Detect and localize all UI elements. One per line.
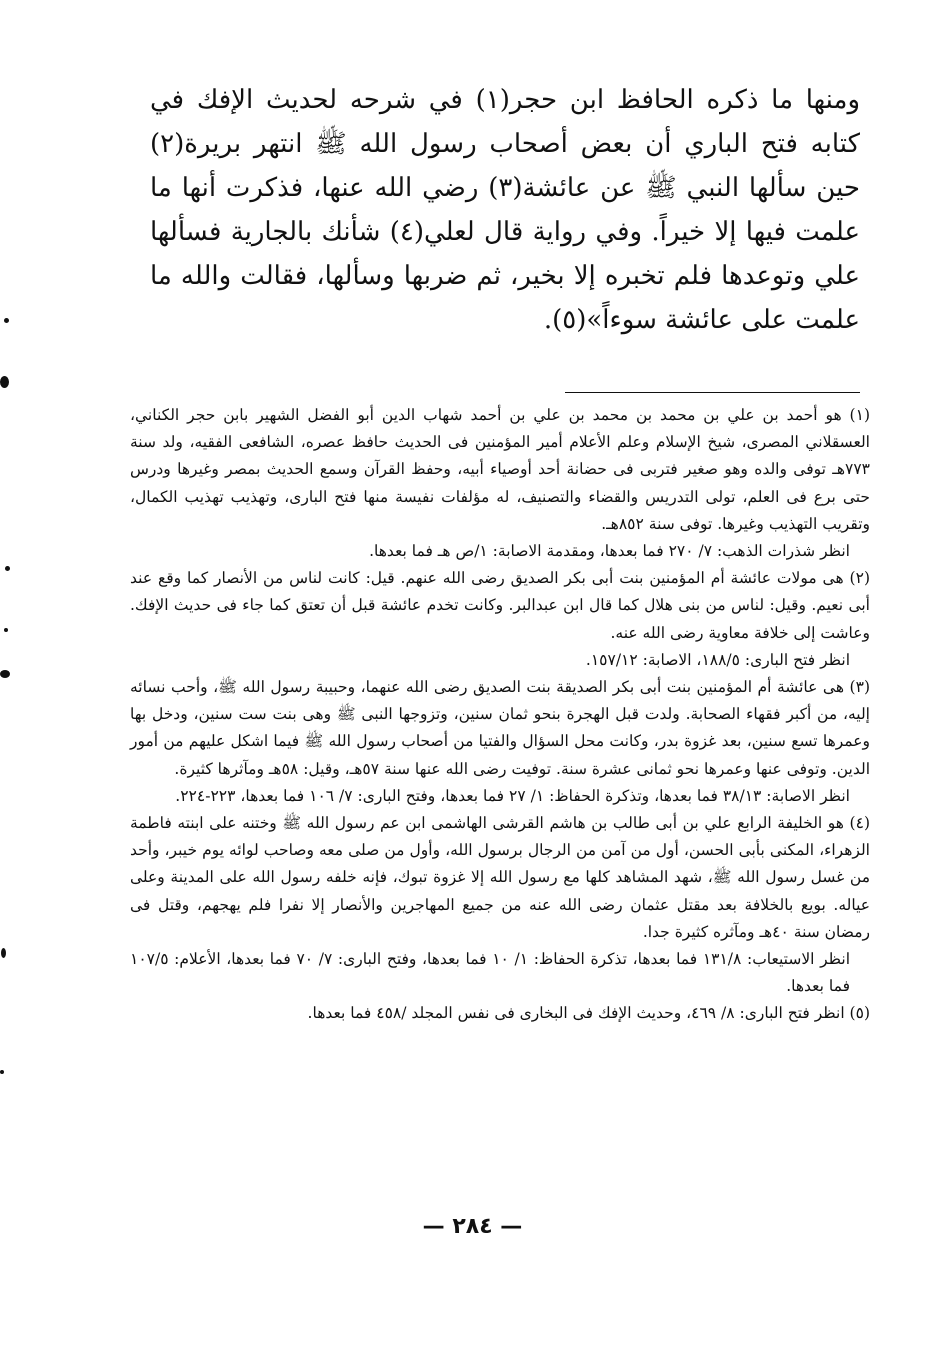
footnote-text: (٥) انظر فتح البارى: ٨/ ٤٦٩، وحديث الإفك فى البخارى فى نفس المجلد /٤٥٨ فما بعدها. <box>307 1004 870 1023</box>
scan-speck <box>5 566 10 571</box>
page-number: — ٢٨٤ — <box>422 1214 523 1239</box>
scan-speck <box>1 948 6 958</box>
footnote-5 <box>130 1000 870 1027</box>
footnotes <box>130 402 870 1028</box>
scan-speck <box>0 376 9 388</box>
footnote-text: (٤) هو الخليفة الرابع علي بن أبى طالب بن هاشم القرشى الهاشمى ابن عم رسول الله ﷺ وختنه على ابنته فاطمة الزهراء، المكنى بأبى الحسن، أول من آمن من الرجال برسول الله، وأول من صلى معه وصاحب لوائه يوم خيبر، وأحد من غسل رسول الله ﷺ، شهد المشاهد كلها مع رسول الله إلا غزوة تبوك، فإنه خلفه رسول الله على المدينة وعلى عياله. بويع بالخلافة بعد مقتل عثمان رضى الله عنه من جميع المهاجرين والأنصار إلا نفرا فلم يهجهم، وقتل فى رمضان سنة ٤٠هـ ومآثره كثيرة جدا. <box>130 814 870 941</box>
scan-speck <box>0 670 10 678</box>
footnote-reference: انظر شذرات الذهب: ٧/ ٢٧٠ فما بعدها، ومقدمة الاصابة: ١/ص هـ فما بعدها. <box>369 542 850 561</box>
footnote-reference: انظر الاصابة: ٣٨/١٣ فما بعدها، وتذكرة الحفاظ: ١/ ٢٧ فما بعدها، وفتح البارى: ٧/ ١٠٦ فما بعدها، ٢٢٣-٢٢٤. <box>175 786 850 805</box>
footnote-3 <box>130 674 870 810</box>
footnote-text: (٣) هى عائشة أم المؤمنين بنت أبى بكر الصديقة بنت الصديق رضى الله عنهما، وحبيبة رسول الله ﷺ، وأحب نسائه إليه، من أكبر فقهاء الصحابة. ولدت قبل الهجرة بنحو ثمان سنين، وتزوجها النبى ﷺ وهى بنت ست سنين، ودخل بها وعمرها تسع سنين، بعد غزوة بدر، وكانت محل السؤال والفتيا من أصحاب رسول الله ﷺ فيما اشكل عليهم من أمور الدين. وتوفى عنها وعمرها نحو ثمانى عشرة سنة. توفيت رضى الله عنها سنة ٥٧هـ، وقيل: ٥٨هـ ومآثرها كثيرة. <box>130 678 870 778</box>
scan-speck <box>4 628 8 632</box>
footnote-text: (١) هو أحمد بن علي بن محمد بن محمد بن علي بن أحمد شهاب الدين أبو الفضل الشهير بابن حجر الكناني، العسقلاني المصرى، شيخ الإسلام وعلم الأعلام أمير المؤمنين فى الحديث حافظ عصره، الشافعى الفقيه، ولد سنة ٧٧٣هـ توفى والده وهو صغير فتربى فى حضانة أحد أوصياء أبيه، وحفظ القرآن وسمع الحديث بمصر وغيرها ودرس حتى برع فى العلم، تولى التدريس والقضاء والتصنيف، له مؤلفات نفيسة منها فتح البارى، وتهذيب تهذيب الكمال، وتقريب التهذيب وغيرها. توفى سنة ٨٥٢هـ. <box>130 406 870 533</box>
main-text-block <box>150 78 860 342</box>
footnote-reference: انظر فتح البارى: ١٨٨/٥، الاصابة: ١٥٧/١٢. <box>585 650 850 669</box>
main-paragraph: ومنها ما ذكره الحافظ ابن حجر(١) في شرحه لحديث الإفك في كتابه فتح الباري أن بعض أصحاب رسول الله ﷺ انتهر بريرة(٢) حين سألها النبي ﷺ عن عائشة(٣) رضي الله عنها، فذكرت أنها ما علمت فيها إلا خيراً. وفي رواية قال لعلي(٤) شأنك بالجارية فسألها علي وتوعدها فلم تخبره إلا بخير، ثم ضربها وسألها، فقالت والله ما علمت على عائشة سوءاً»(٥). <box>150 85 861 335</box>
footnote-1 <box>130 402 870 565</box>
footnote-text: (٢) هى مولات عائشة أم المؤمنين بنت أبى بكر الصديق رضى الله عنهم. قيل: كانت لناس من الأنصار كما وقع عند أبى نعيم. وقيل: لناس من بنى هلال كما قال ابن عبدالبر. وكانت تخدم عائشة قبل أن تعتق كما جاء فى حديث الإفك. وعاشت إلى خلافة معاوية رضى الله عنه. <box>130 569 870 642</box>
scan-speck <box>0 1070 4 1074</box>
footnote-reference: انظر الاستيعاب: ١٣١/٨ فما بعدها، تذكرة الحفاظ: ١/ ١٠ فما بعدها، وفتح البارى: ٧/ ٧٠ فما بعدها، الأعلام: ١٠٧/٥ فما بعدها. <box>130 950 851 996</box>
scan-speck <box>4 318 9 323</box>
footnote-2 <box>130 565 870 674</box>
footnote-4 <box>130 810 870 1000</box>
footnote-separator <box>565 392 860 393</box>
